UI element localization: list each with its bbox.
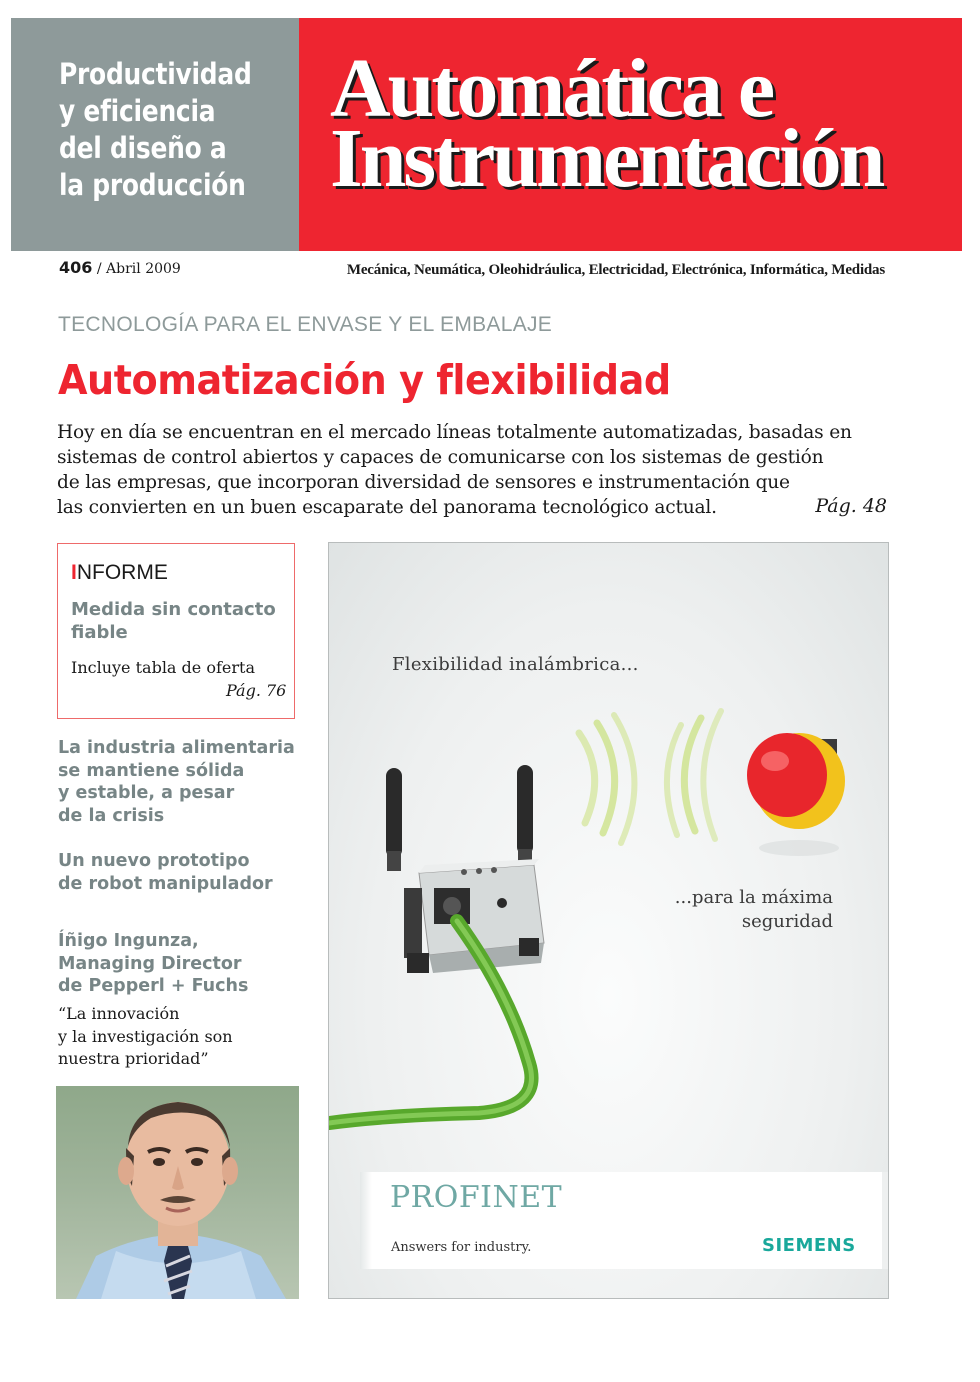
issue-date: / Abril 2009 xyxy=(96,261,181,277)
ad-footer-edge xyxy=(360,1172,372,1269)
informe-label xyxy=(71,561,168,585)
informe-label-rest: NFORME xyxy=(76,561,168,584)
teaser-line: Un nuevo prototipo xyxy=(58,851,250,871)
issue-info xyxy=(59,258,181,277)
ad-subheadline xyxy=(628,886,833,934)
informe-title-line: fiable xyxy=(71,622,128,643)
informe-page-ref[interactable]: Pág. 76 xyxy=(226,681,287,700)
teaser-line: Managing Director xyxy=(58,953,242,974)
masthead-line: Automática e xyxy=(330,42,773,135)
teaser-line: de robot manipulador xyxy=(58,873,273,894)
siemens-logo: SIEMENS xyxy=(762,1235,856,1256)
informe-initial: I xyxy=(71,561,77,584)
header-tagline xyxy=(59,56,257,204)
wireless-waves-icon xyxy=(579,711,721,843)
lead-line: las convierten en un buen escaparate del panorama tecnológico actual. xyxy=(57,497,717,518)
quote-line: y la investigación son xyxy=(58,1026,233,1046)
teaser-line: y estable, a pesar xyxy=(58,783,235,803)
ad-headline: Flexibilidad inalámbrica... xyxy=(392,654,639,675)
portrait-illustration xyxy=(56,1086,299,1299)
tagline-line: y eficiencia xyxy=(59,94,216,128)
lead-page-ref[interactable]: Pág. 48 xyxy=(815,495,887,517)
lead-headline[interactable]: Automatización y flexibilidad xyxy=(58,356,671,404)
ad-slogan: Answers for industry. xyxy=(391,1240,532,1255)
lead-line: de las empresas, que incorporan diversidad de sensores e instrumentación que xyxy=(57,472,790,493)
quote-line: nuestra prioridad” xyxy=(58,1049,209,1068)
teaser-line: Íñigo Ingunza, xyxy=(58,931,199,951)
teaser-food-industry[interactable] xyxy=(58,737,295,827)
section-label: TECNOLOGÍA PARA EL ENVASE Y EL EMBALAJE xyxy=(58,313,553,336)
lead-line: sistemas de control abiertos y capaces de comunicarse con los sistemas de gestión xyxy=(57,447,824,468)
tagline-line: del diseño a xyxy=(59,131,227,165)
informe-title-line: Medida sin contacto xyxy=(71,599,276,620)
lead-line: Hoy en día se encuentran en el mercado líneas totalmente automatizadas, basadas en xyxy=(57,422,852,443)
antenna-icon xyxy=(386,765,533,871)
interview-quote xyxy=(58,1003,233,1071)
emergency-stop-icon xyxy=(747,733,845,856)
subjects-line: Mecánica, Neumática, Oleohidráulica, Electricidad, Electrónica, Informática, Medidas xyxy=(346,262,885,278)
ad-subheadline-line: ...para la máxima xyxy=(674,887,833,908)
lead-body xyxy=(57,420,887,520)
masthead-line: Instrumentación xyxy=(330,112,883,205)
teaser-line: de Pepperl + Fuchs xyxy=(58,976,249,996)
ad-subheadline-line: seguridad xyxy=(741,911,833,932)
teaser-line: se mantiene sólida xyxy=(58,760,245,781)
tagline-line: Productividad xyxy=(59,57,252,91)
quote-line: “La innovación xyxy=(58,1004,180,1023)
teaser-line: de la crisis xyxy=(58,805,165,826)
informe-note: Incluye tabla de oferta xyxy=(71,658,255,677)
tagline-line: la producción xyxy=(59,168,246,202)
teaser-robot-prototype[interactable] xyxy=(58,850,273,895)
informe-title[interactable] xyxy=(71,598,291,644)
issue-number: 406 xyxy=(59,258,93,277)
teaser-line: La industria alimentaria xyxy=(58,738,295,758)
teaser-interview[interactable] xyxy=(58,930,248,998)
portrait-photo xyxy=(56,1086,299,1299)
masthead-title xyxy=(330,42,970,205)
profinet-logo: PROFINET xyxy=(390,1180,563,1215)
